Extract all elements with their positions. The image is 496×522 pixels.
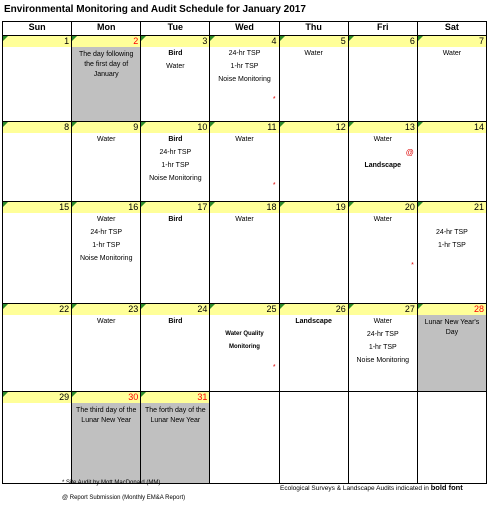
day-number: 23 <box>72 304 140 315</box>
day-cell[interactable] <box>72 122 141 202</box>
event-label: Noise Monitoring <box>149 175 202 182</box>
day-number: 18 <box>210 202 278 213</box>
day-cell[interactable] <box>3 36 72 122</box>
day-number: 30 <box>72 392 140 403</box>
day-cell[interactable] <box>141 36 210 122</box>
event-label: Water <box>373 318 392 325</box>
corner-flag-icon <box>3 392 8 397</box>
calendar-grid <box>2 21 487 484</box>
week-row <box>3 304 487 392</box>
event-label: Water <box>373 136 392 143</box>
event-label: Water <box>235 216 254 223</box>
event-label: Water <box>166 63 185 70</box>
day-cell[interactable] <box>72 304 141 392</box>
day-cell[interactable] <box>141 392 210 484</box>
corner-flag-icon <box>72 392 77 397</box>
day-cell[interactable] <box>417 36 486 122</box>
day-number: 25 <box>210 304 278 315</box>
event-label: Bird <box>168 136 183 143</box>
corner-flag-icon <box>280 122 285 127</box>
day-number: 31 <box>141 392 209 403</box>
day-number: 9 <box>72 122 140 133</box>
legend-site-audit: * Site Audit by Mott MacDonald (MM) <box>62 480 161 486</box>
day-number: 20 <box>349 202 417 213</box>
week-row <box>3 202 487 304</box>
day-number: 4 <box>210 36 278 47</box>
day-number: 1 <box>3 36 71 47</box>
event-label: 24-hr TSP <box>366 331 399 338</box>
day-number: 12 <box>280 122 348 133</box>
day-cell[interactable] <box>279 304 348 392</box>
weekday-fri: Fri <box>348 22 417 36</box>
legend-ecological: Ecological Surveys & Landscape Audits indicated in bold font <box>280 483 463 492</box>
day-cell[interactable] <box>417 304 486 392</box>
event-label: Water Quality Monitoring <box>225 331 264 350</box>
day-cell[interactable] <box>3 122 72 202</box>
corner-flag-icon <box>3 122 8 127</box>
day-number: 19 <box>280 202 348 213</box>
day-number: 24 <box>141 304 209 315</box>
weekday-sun: Sun <box>3 22 72 36</box>
corner-flag-icon <box>3 36 8 41</box>
event-label: Water <box>97 318 116 325</box>
day-cell[interactable] <box>348 122 417 202</box>
day-cell[interactable] <box>210 36 279 122</box>
day-number: 13 <box>349 122 417 133</box>
day-number: 26 <box>280 304 348 315</box>
day-number: 11 <box>210 122 278 133</box>
day-cell[interactable] <box>348 392 417 484</box>
corner-flag-icon <box>349 202 354 207</box>
day-cell[interactable] <box>279 392 348 484</box>
day-cell[interactable] <box>279 202 348 304</box>
event-label: 24-hr TSP <box>436 229 468 236</box>
day-number: 29 <box>3 392 71 403</box>
legend-report: @ Report Submission (Monthly EM&A Report) <box>62 495 186 501</box>
day-number: 6 <box>349 36 417 47</box>
day-cell[interactable] <box>210 202 279 304</box>
day-cell[interactable] <box>279 36 348 122</box>
report-submission-marker: @ <box>405 148 414 157</box>
day-number: 7 <box>418 36 486 47</box>
event-label: 24-hr TSP <box>90 229 123 236</box>
corner-flag-icon <box>72 122 77 127</box>
corner-flag-icon <box>210 304 215 309</box>
day-cell[interactable] <box>417 202 486 304</box>
event-label: Bird <box>168 50 183 57</box>
weekday-header-row <box>3 22 487 36</box>
day-number: 5 <box>280 36 348 47</box>
event-label: Bird <box>168 216 183 223</box>
weekday-wed: Wed <box>210 22 279 36</box>
holiday-note: Lunar New Year's Day <box>424 319 480 336</box>
weekday-sat: Sat <box>417 22 486 36</box>
day-cell[interactable] <box>3 202 72 304</box>
corner-flag-icon <box>418 202 423 207</box>
event-label: Water <box>373 216 392 223</box>
week-row <box>3 122 487 202</box>
day-number: 15 <box>3 202 71 213</box>
page-title: Environmental Monitoring and Audit Schedule for January 2017 <box>4 4 306 15</box>
event-label: Water <box>97 216 116 223</box>
site-audit-marker: * <box>272 96 276 103</box>
calendar-body <box>3 36 487 484</box>
corner-flag-icon <box>349 304 354 309</box>
event-label: 1-hr TSP <box>368 344 397 351</box>
holiday-note: The forth day of the Lunar New Year <box>145 407 206 424</box>
corner-flag-icon <box>141 122 146 127</box>
day-number: 22 <box>3 304 71 315</box>
day-cell[interactable] <box>348 202 417 304</box>
event-label: Noise Monitoring <box>218 76 271 83</box>
corner-flag-icon <box>141 392 146 397</box>
day-number: 14 <box>418 122 486 133</box>
day-number: 10 <box>141 122 209 133</box>
event-label: Bird <box>168 318 183 325</box>
corner-flag-icon <box>280 202 285 207</box>
day-number: 21 <box>418 202 486 213</box>
corner-flag-icon <box>141 36 146 41</box>
day-number: 3 <box>141 36 209 47</box>
event-label: 1-hr TSP <box>437 242 466 249</box>
day-cell[interactable] <box>210 304 279 392</box>
event-label: 1-hr TSP <box>161 162 190 169</box>
day-number: 17 <box>141 202 209 213</box>
day-cell[interactable] <box>72 202 141 304</box>
day-number: 8 <box>3 122 71 133</box>
day-cell[interactable] <box>210 122 279 202</box>
day-cell[interactable] <box>72 392 141 484</box>
day-cell[interactable] <box>141 202 210 304</box>
day-cell[interactable] <box>72 36 141 122</box>
day-number: 28 <box>418 304 486 315</box>
day-cell[interactable] <box>141 122 210 202</box>
event-label: Landscape <box>364 162 402 169</box>
corner-flag-icon <box>210 202 215 207</box>
week-row <box>3 392 487 484</box>
site-audit-marker: * <box>272 364 276 371</box>
event-label: 1-hr TSP <box>230 63 259 70</box>
event-label: Water <box>235 136 254 143</box>
event-label: Noise Monitoring <box>356 357 410 364</box>
day-cell[interactable] <box>348 36 417 122</box>
corner-flag-icon <box>72 36 77 41</box>
day-cell[interactable] <box>348 304 417 392</box>
day-cell[interactable] <box>417 122 486 202</box>
event-label: 24-hr TSP <box>228 50 261 57</box>
day-number: 16 <box>72 202 140 213</box>
corner-flag-icon <box>3 202 8 207</box>
corner-flag-icon <box>210 122 215 127</box>
event-label: Water <box>304 50 323 57</box>
corner-flag-icon <box>141 304 146 309</box>
corner-flag-icon <box>349 36 354 41</box>
day-cell[interactable] <box>141 304 210 392</box>
corner-flag-icon <box>349 122 354 127</box>
corner-flag-icon <box>418 122 423 127</box>
event-label <box>418 213 486 226</box>
day-cell[interactable] <box>417 392 486 484</box>
weekday-tue: Tue <box>141 22 210 36</box>
corner-flag-icon <box>210 36 215 41</box>
week-row <box>3 36 487 122</box>
weekday-thu: Thu <box>279 22 348 36</box>
corner-flag-icon <box>141 202 146 207</box>
event-label: Noise Monitoring <box>79 255 133 262</box>
event-label: Water <box>442 50 462 57</box>
day-cell[interactable] <box>279 122 348 202</box>
event-label: Landscape <box>295 318 332 325</box>
corner-flag-icon <box>418 36 423 41</box>
holiday-note: The third day of the Lunar New Year <box>76 407 137 424</box>
holiday-note: The day following the first day of January <box>78 51 134 78</box>
event-label <box>210 315 278 328</box>
corner-flag-icon <box>72 202 77 207</box>
corner-flag-icon <box>280 304 285 309</box>
site-audit-marker: * <box>411 262 414 269</box>
site-audit-marker: * <box>272 182 276 189</box>
weekday-mon: Mon <box>72 22 141 36</box>
corner-flag-icon <box>3 304 8 309</box>
corner-flag-icon <box>72 304 77 309</box>
event-label: 1-hr TSP <box>92 242 121 249</box>
day-cell[interactable] <box>3 304 72 392</box>
corner-flag-icon <box>418 304 423 309</box>
event-label: 24-hr TSP <box>159 149 192 156</box>
event-label: Water <box>97 136 116 143</box>
day-number: 2 <box>72 36 140 47</box>
day-cell[interactable] <box>210 392 279 484</box>
corner-flag-icon <box>280 36 285 41</box>
day-number: 27 <box>349 304 417 315</box>
day-cell[interactable] <box>3 392 72 484</box>
